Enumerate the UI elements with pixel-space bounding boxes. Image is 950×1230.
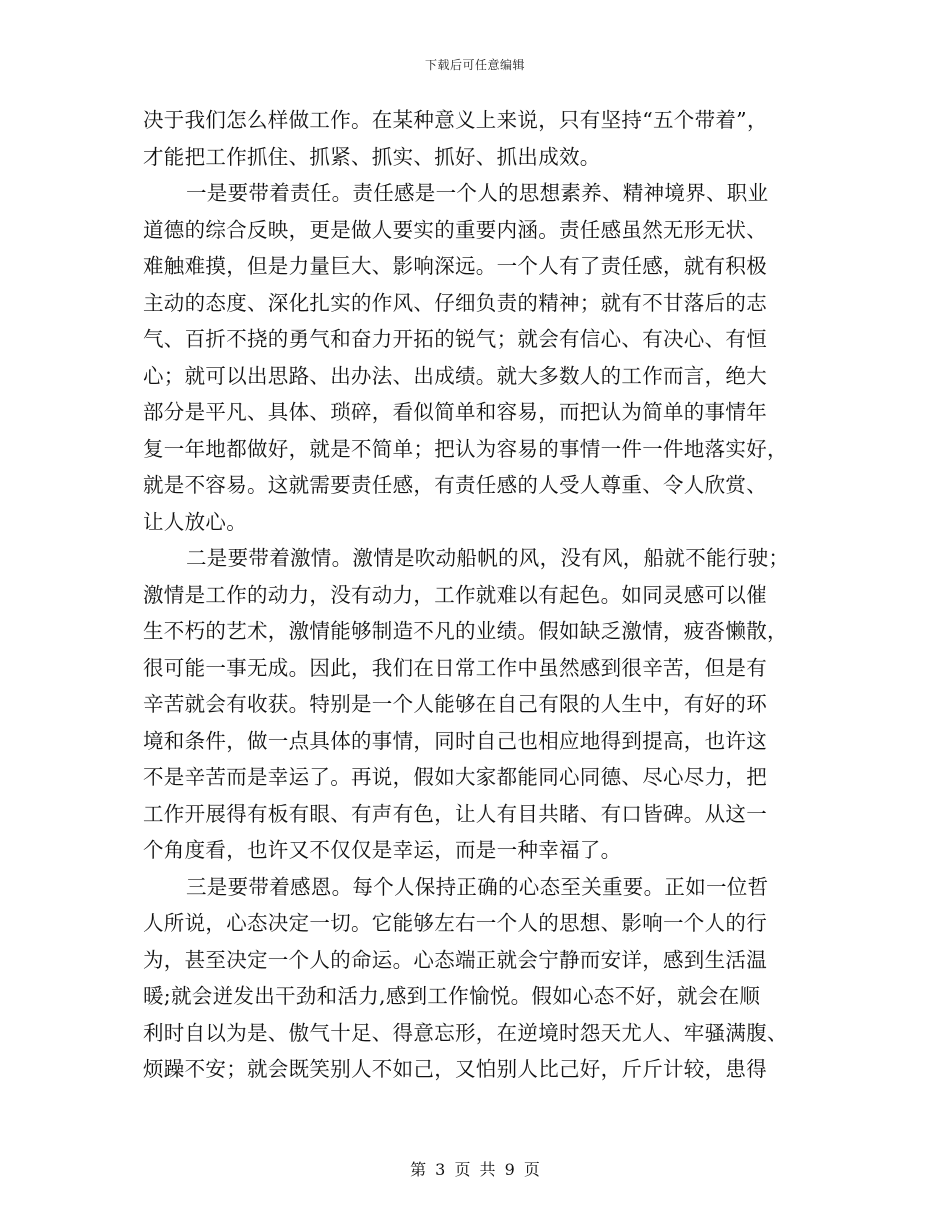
document-body [143,102,808,1088]
text-line: 心；就可以出思路、出办法、出成绩。就大多数人的工作而言，绝大 [143,363,767,388]
text-line: 复一年地都做好，就是不简单；把认为容易的事情一件一件地落实好， [143,436,788,461]
text-line: 让人放心。 [143,509,247,534]
text-line: 一是要带着责任。责任感是一个人的思想素养、精神境界、职业 [186,181,769,205]
text-line: 烦躁不安；就会既笑别人不如己，又怕别人比己好，斤斤计较，患得 [143,1057,767,1081]
text-line: 道德的综合反映，更是做人要实的重要内涵。责任感虽然无形无状、 [143,217,767,242]
text-line: 三是要带着感恩。每个人保持正确的心态至关重要。正如一位哲 [186,874,769,899]
text-line: 二是要带着激情。激情是吹动船帆的风，没有风，船就不能行驶； [186,546,790,570]
page-number: 第 3 页 共 9 页 [410,1160,540,1179]
text-line: 决于我们怎么样做工作。在某种意义上来说，只有坚持“五个带着”， [143,108,768,132]
text-line: 个角度看，也许又不仅仅是幸运，而是一种幸福了。 [143,838,622,862]
text-line: 部分是平凡、具体、琐碎，看似简单和容易，而把认为简单的事情年 [143,400,767,424]
text-line: 主动的态度、深化扎实的作风、仔细负责的精神；就有不甘落后的志 [143,290,767,315]
text-line: 就是不容易。这就需要责任感，有责任感的人受人尊重、令人欣赏、 [143,473,767,497]
text-line: 工作开展得有板有眼、有声有色，让人有目共睹、有口皆碑。从这一 [143,801,767,826]
text-line: 辛苦就会有收获。特别是一个人能够在自己有限的人生中，有好的环 [143,692,767,716]
text-line: 人所说，心态决定一切。它能够左右一个人的思想、影响一个人的行 [143,911,767,935]
text-line: 气、百折不挠的勇气和奋力开拓的锐气；就会有信心、有决心、有恒 [143,327,767,351]
text-line: 才能把工作抓住、抓紧、抓实、抓好、抓出成效。 [143,144,601,169]
text-line: 为，甚至决定一个人的命运。心态端正就会宁静而安详，感到生活温 [143,947,767,972]
header-note: 下载后可任意编辑 [424,58,525,72]
text-line: 暖;就会迸发出干劲和活力,感到工作愉悦。假如心态不好，就会在顺 [143,984,761,1008]
text-line: 生不朽的艺术，激情能够制造不凡的业绩。假如缺乏激情，疲沓懒散， [143,619,788,643]
text-line: 利时自以为是、傲气十足、得意忘形，在逆境时怨天尤人、牢骚满腹、 [143,1020,788,1045]
text-line: 不是辛苦而是幸运了。再说，假如大家都能同心同德、尽心尽力，把 [143,765,767,789]
text-line: 难触难摸，但是力量巨大、影响深远。一个人有了责任感，就有积极 [143,254,767,278]
text-line: 境和条件，做一点具体的事情，同时自己也相应地得到提高，也许这 [143,728,767,753]
text-line: 很可能一事无成。因此，我们在日常工作中虽然感到很辛苦，但是有 [143,655,767,680]
text-line: 激情是工作的动力，没有动力，工作就难以有起色。如同灵感可以催 [143,582,767,607]
